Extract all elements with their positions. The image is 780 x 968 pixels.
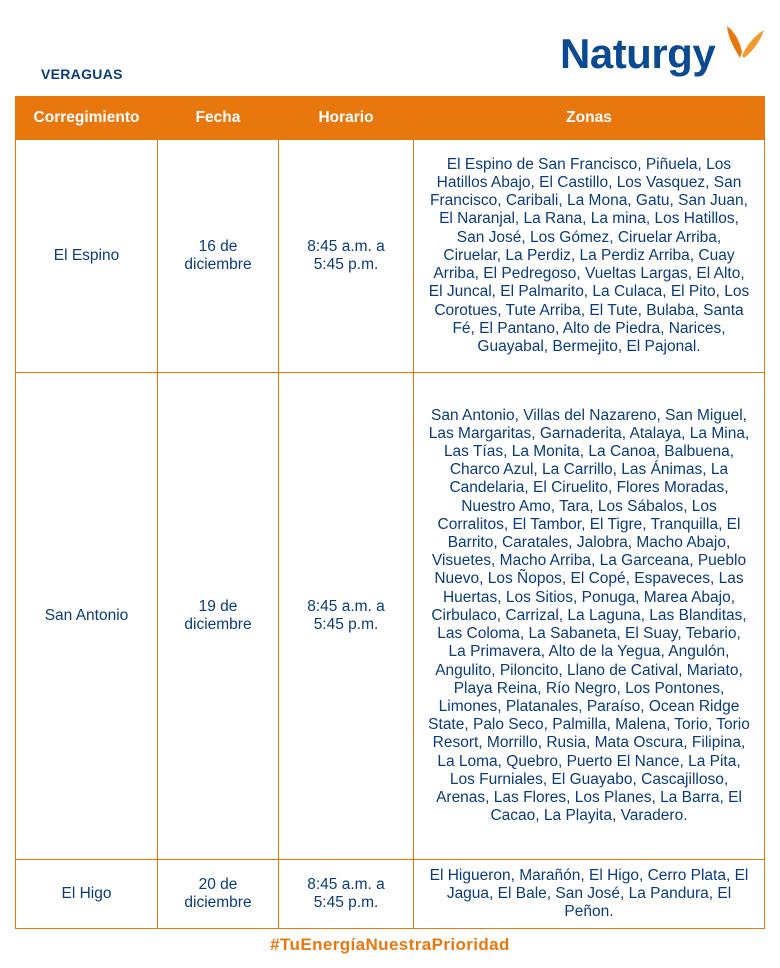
cell-fecha: 20 de diciembre — [158, 860, 279, 929]
cell-horario: 8:45 a.m. a 5:45 p.m. — [279, 373, 414, 860]
cell-horario: 8:45 a.m. a 5:45 p.m. — [279, 140, 414, 373]
table-row — [16, 860, 765, 929]
cell-fecha: 19 de diciembre — [158, 373, 279, 860]
table-row — [16, 140, 765, 373]
page-header — [0, 0, 780, 96]
column-header-fecha: Fecha — [158, 96, 279, 140]
schedule-table — [15, 96, 765, 929]
table-header-row — [16, 96, 765, 140]
logo-wordmark: Naturgy — [560, 30, 716, 77]
cell-corregimiento: El Higo — [16, 860, 158, 929]
cell-zonas: San Antonio, Villas del Nazareno, San Miguel, Las Margaritas, Garnaderita, Atalaya, La Mina, Las Tías, La Monita, La Canoa, Balbuena, Charco Azul, La Carrillo, Las Ánimas, La Candelaria, El Ciruelito, Flores Moradas, Nuestro Amo, Tara, Los Sábalos, Los Corralitos, El Tambor, El Tigre, Tranquilla, El Barrito, Caratales, Jalobra, Macho Abajo, Visuetes, Macho Arriba, La Garceana, Pueblo Nuevo, Los Ñopos, El Copé, Espaveces, Las Huertas, Los Sitios, Ponuga, Marea Abajo, Cirbulaco, Carrizal, La Laguna, Las Blanditas, Las Coloma, La Sabaneta, El Suay, Tebario, La Primavera, Alto de la Yegua, Angulón, Angulito, Piloncito, Llano de Catival, Mariato, Playa Reina, Río Negro, Los Pontones, Limones, Platanales, Paraíso, Ocean Ridge State, Palo Seco, Palmilla, Malena, Torio, Torio Resort, Morrillo, Rusia, Mata Oscura, Filipina, La Loma, Quebro, Puerto El Nance, La Pita, Los Furniales, El Guayabo, Cascajilloso, Arenas, Las Flores, Los Planes, La Barra, El Cacao, La Playita, Varadero. — [414, 373, 765, 860]
footer-hashtag: #TuEnergíaNuestraPrioridad — [270, 935, 510, 954]
region-title: VERAGUAS — [41, 66, 123, 82]
column-header-corregimiento: Corregimiento — [16, 96, 158, 140]
butterfly-icon — [726, 22, 766, 62]
column-header-zonas: Zonas — [414, 96, 765, 140]
cell-zonas: El Espino de San Francisco, Piñuela, Los Hatillos Abajo, El Castillo, Los Vasquez, San Francisco, Caribali, La Mona, Gatu, San Juan, El Naranjal, La Rana, La mina, Los Hatillos, San José, Los Gómez, Ciruelar Arriba, Ciruelar, La Perdiz, La Perdiz Arriba, Cuay Arriba, El Pedregoso, Vueltas Largas, El Alto, El Juncal, El Palmarito, La Culaca, El Pito, Los Corotues, Tute Arriba, El Tute, Bulaba, Santa Fé, El Pantano, Alto de Piedra, Narices, Guayabal, Bermejito, El Pajonal. — [414, 140, 765, 373]
table-row — [16, 373, 765, 860]
cell-fecha: 16 de diciembre — [158, 140, 279, 373]
column-header-horario: Horario — [279, 96, 414, 140]
naturgy-logo — [560, 22, 770, 82]
cell-corregimiento: San Antonio — [16, 373, 158, 860]
cell-horario: 8:45 a.m. a 5:45 p.m. — [279, 860, 414, 929]
cell-corregimiento: El Espino — [16, 140, 158, 373]
cell-zonas: El Higueron, Marañón, El Higo, Cerro Plata, El Jagua, El Bale, San José, La Pandura, El Peñon. — [414, 860, 765, 929]
